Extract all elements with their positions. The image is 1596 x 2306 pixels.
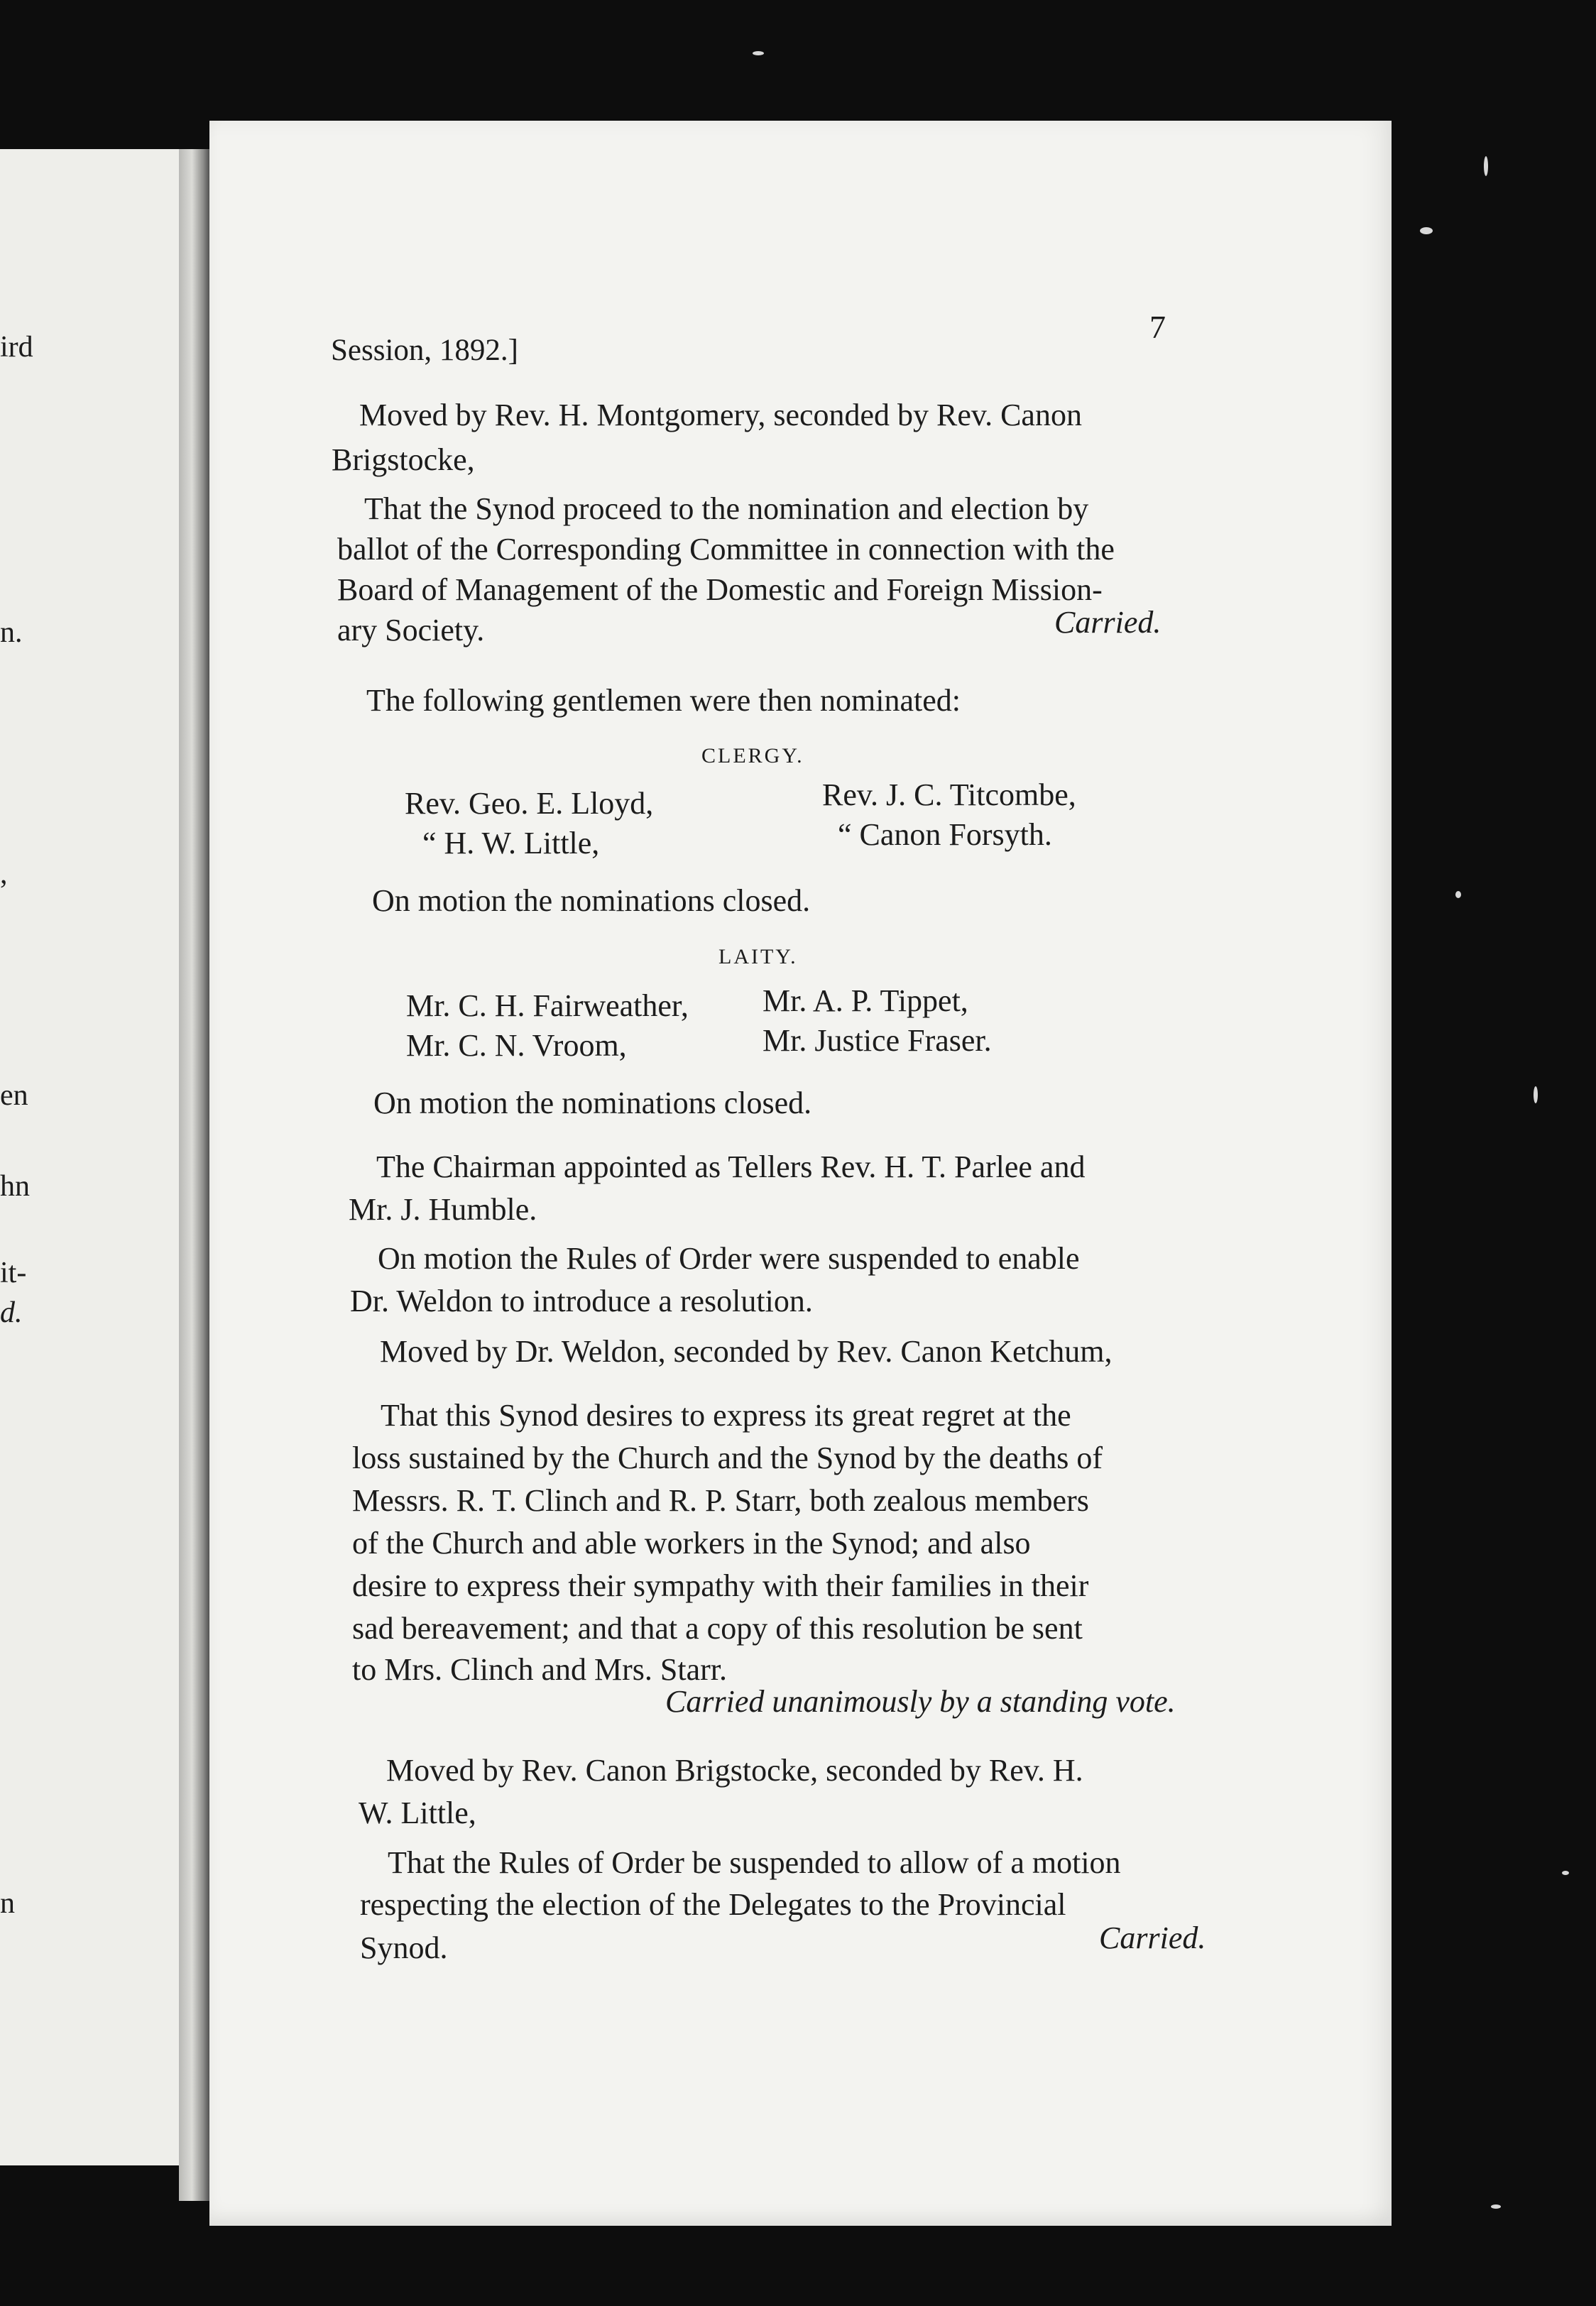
left-fragment-text: d. [0,1296,23,1329]
nominee: Rev. J. C. Titcombe, [822,777,1076,812]
nominee: “ Canon Forsyth. [838,817,1052,852]
left-page-fragment [0,149,181,2165]
rules-line: Dr. Weldon to introduce a resolution. [350,1284,813,1318]
dust-speck [1484,156,1488,176]
nominee: Rev. Geo. E. Lloyd, [405,786,654,821]
resolution-line: loss sustained by the Church and the Synod by the deaths of [352,1441,1103,1475]
left-fragment-text: n [0,1887,15,1920]
book-page [209,121,1392,2226]
clergy-heading: CLERGY. [701,744,804,767]
resolution-line: ballot of the Corresponding Committee in connection with the [337,532,1115,567]
nominee: “ H. W. Little, [422,826,600,860]
motion-line: Moved by Rev. Canon Brigstocke, seconded by Rev. H. [386,1753,1083,1788]
nominee: Mr. Justice Fraser. [763,1023,992,1058]
nominations-closed: On motion the nominations closed. [372,883,811,918]
resolution-line: to Mrs. Clinch and Mrs. Starr. [352,1652,727,1687]
resolution-line: That the Rules of Order be suspended to allow of a motion [388,1845,1121,1880]
dust-speck [1534,1086,1538,1103]
resolution-line: sad bereavement; and that a copy of this resolution be sent [352,1611,1083,1646]
nominations-closed: On motion the nominations closed. [373,1086,812,1120]
left-fragment-text: it- [0,1257,27,1289]
resolution-line: respecting the election of the Delegates to the Provincial [360,1887,1066,1922]
page-number: 7 [1149,309,1166,345]
motion-line: Moved by Dr. Weldon, seconded by Rev. Canon Ketchum, [380,1334,1113,1369]
nominated-intro: The following gentlemen were then nominated: [366,683,961,718]
tellers-line: The Chairman appointed as Tellers Rev. H. T. Parlee and [376,1149,1086,1184]
dust-speck [1562,1871,1569,1875]
motion-result: Carried. [1054,605,1162,640]
dust-speck [753,51,764,55]
dust-speck [1420,227,1433,234]
resolution-line: That the Synod proceed to the nomination and election by [364,491,1089,526]
resolution-line: Messrs. R. T. Clinch and R. P. Starr, both zealous members [352,1483,1089,1518]
laity-heading: LAITY. [718,945,798,968]
resolution-line: Board of Management of the Domestic and Foreign Mission- [337,572,1103,607]
rules-line: On motion the Rules of Order were suspended to enable [378,1241,1080,1276]
left-fragment-text: n. [0,616,23,649]
left-fragment-text: hn [0,1170,30,1203]
nominee: Mr. C. N. Vroom, [406,1028,627,1063]
resolution-line: ary Society. [337,613,485,647]
nominee: Mr. C. H. Fairweather, [406,988,689,1023]
running-header: Session, 1892.] [331,334,518,367]
motion-line: Brigstocke, [332,442,475,477]
tellers-line: Mr. J. Humble. [349,1192,537,1227]
resolution-line: desire to express their sympathy with their families in their [352,1568,1089,1603]
resolution-line: of the Church and able workers in the Synod; and also [352,1526,1031,1561]
dust-speck [1491,2204,1501,2209]
motion-line: W. Little, [359,1796,476,1830]
motion-result: Carried. [1099,1920,1206,1955]
dust-speck [1455,891,1461,898]
motion-line: Moved by Rev. H. Montgomery, seconded by Rev. Canon [359,398,1082,432]
resolution-line: That this Synod desires to express its great regret at the [381,1398,1071,1433]
book-gutter [179,149,212,2201]
left-fragment-text: ird [0,331,33,364]
left-fragment-text: , [0,858,8,890]
nominee: Mr. A. P. Tippet, [763,983,968,1018]
resolution-line: Synod. [360,1930,448,1965]
left-fragment-text: en [0,1079,28,1112]
motion-result: Carried unanimously by a standing vote. [665,1684,1176,1719]
